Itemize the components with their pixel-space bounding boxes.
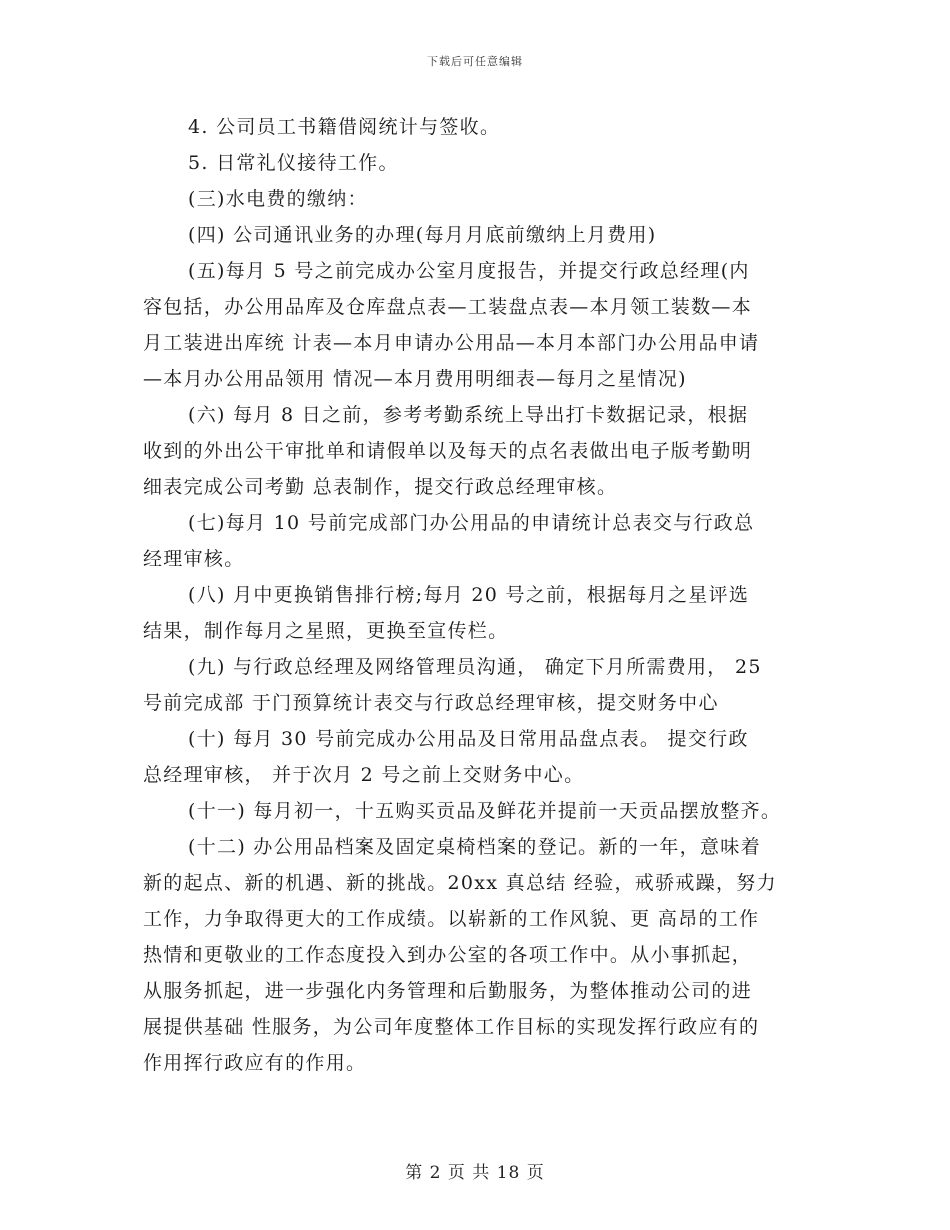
text-line: (十一) 每月初一，十五购买贡品及鲜花并提前一天贡品摆放整齐。 xyxy=(188,800,782,822)
text-line: 收到的外出公干审批单和请假单以及每天的点名表做出电子版考勤明 xyxy=(143,440,753,462)
text-line: (六) 每月 8 日之前，参考考勤系统上导出打卡数据记录，根据 xyxy=(188,404,749,426)
page-header-note: 下载后可任意编辑 xyxy=(427,55,523,68)
page-number-footer: 第 2 页 共 18 页 xyxy=(405,1163,545,1183)
text-line: 5. 日常礼仪接待工作。 xyxy=(188,152,399,174)
text-line: (七)每月 10 号前完成部门办公用品的申请统计总表交与行政总 xyxy=(188,512,755,534)
text-line: (八) 月中更换销售排行榜;每月 20 号之前，根据每月之星评选 xyxy=(188,584,750,606)
text-line: 容包括，办公用品库及仓库盘点表—工装盘点表—本月领工装数—本 xyxy=(143,296,753,318)
text-line: 号前完成部 于门预算统计表交与行政总经理审核，提交财务中心 xyxy=(143,692,719,714)
text-line: 结果，制作每月之星照，更换至宣传栏。 xyxy=(143,620,509,642)
text-line: 工作，力争取得更大的工作成绩。以崭新的工作风貌、更 高昂的工作 xyxy=(143,908,760,930)
text-line: 新的起点、新的机遇、新的挑战。20xx 真总结 经验，戒骄戒躁，努力 xyxy=(143,872,777,894)
text-line: 经理审核。 xyxy=(143,548,245,570)
text-line: 作用挥行政应有的作用。 xyxy=(143,1052,367,1074)
text-line: 热情和更敬业的工作态度投入到办公室的各项工作中。从小事抓起， xyxy=(143,944,753,966)
text-line: 4. 公司员工书籍借阅统计与签收。 xyxy=(188,116,501,138)
text-line: (十二) 办公用品档案及固定桌椅档案的登记。新的一年，意味着 xyxy=(188,836,761,858)
text-line: —本月办公用品领用 情况—本月费用明细表—每月之星情况) xyxy=(143,368,687,390)
text-line: 从服务抓起，进一步强化内务管理和后勤服务，为整体推动公司的进 xyxy=(143,980,753,1002)
text-line: 总经理审核， 并于次月 2 号之前上交财务中心。 xyxy=(143,764,585,786)
text-line: (十) 每月 30 号前完成办公用品及日常用品盘点表。 提交行政 xyxy=(188,728,749,750)
text-line: 细表完成公司考勤 总表制作，提交行政总经理审核。 xyxy=(143,476,618,498)
text-line: 月工装进出库统 计表—本月申请办公用品—本月本部门办公用品申请 xyxy=(143,332,760,354)
text-line: (九) 与行政总经理及网络管理员沟通， 确定下月所需费用， 25 xyxy=(188,656,762,678)
text-line: (三)水电费的缴纳： xyxy=(188,188,368,210)
text-line: 展提供基础 性服务，为公司年度整体工作目标的实现发挥行政应有的 xyxy=(143,1016,760,1038)
document-body xyxy=(143,109,823,1081)
text-line: (四) 公司通讯业务的办理(每月月底前缴纳上月费用) xyxy=(188,224,657,246)
text-line: (五)每月 5 号之前完成办公室月度报告，并提交行政总经理(内 xyxy=(188,260,750,282)
